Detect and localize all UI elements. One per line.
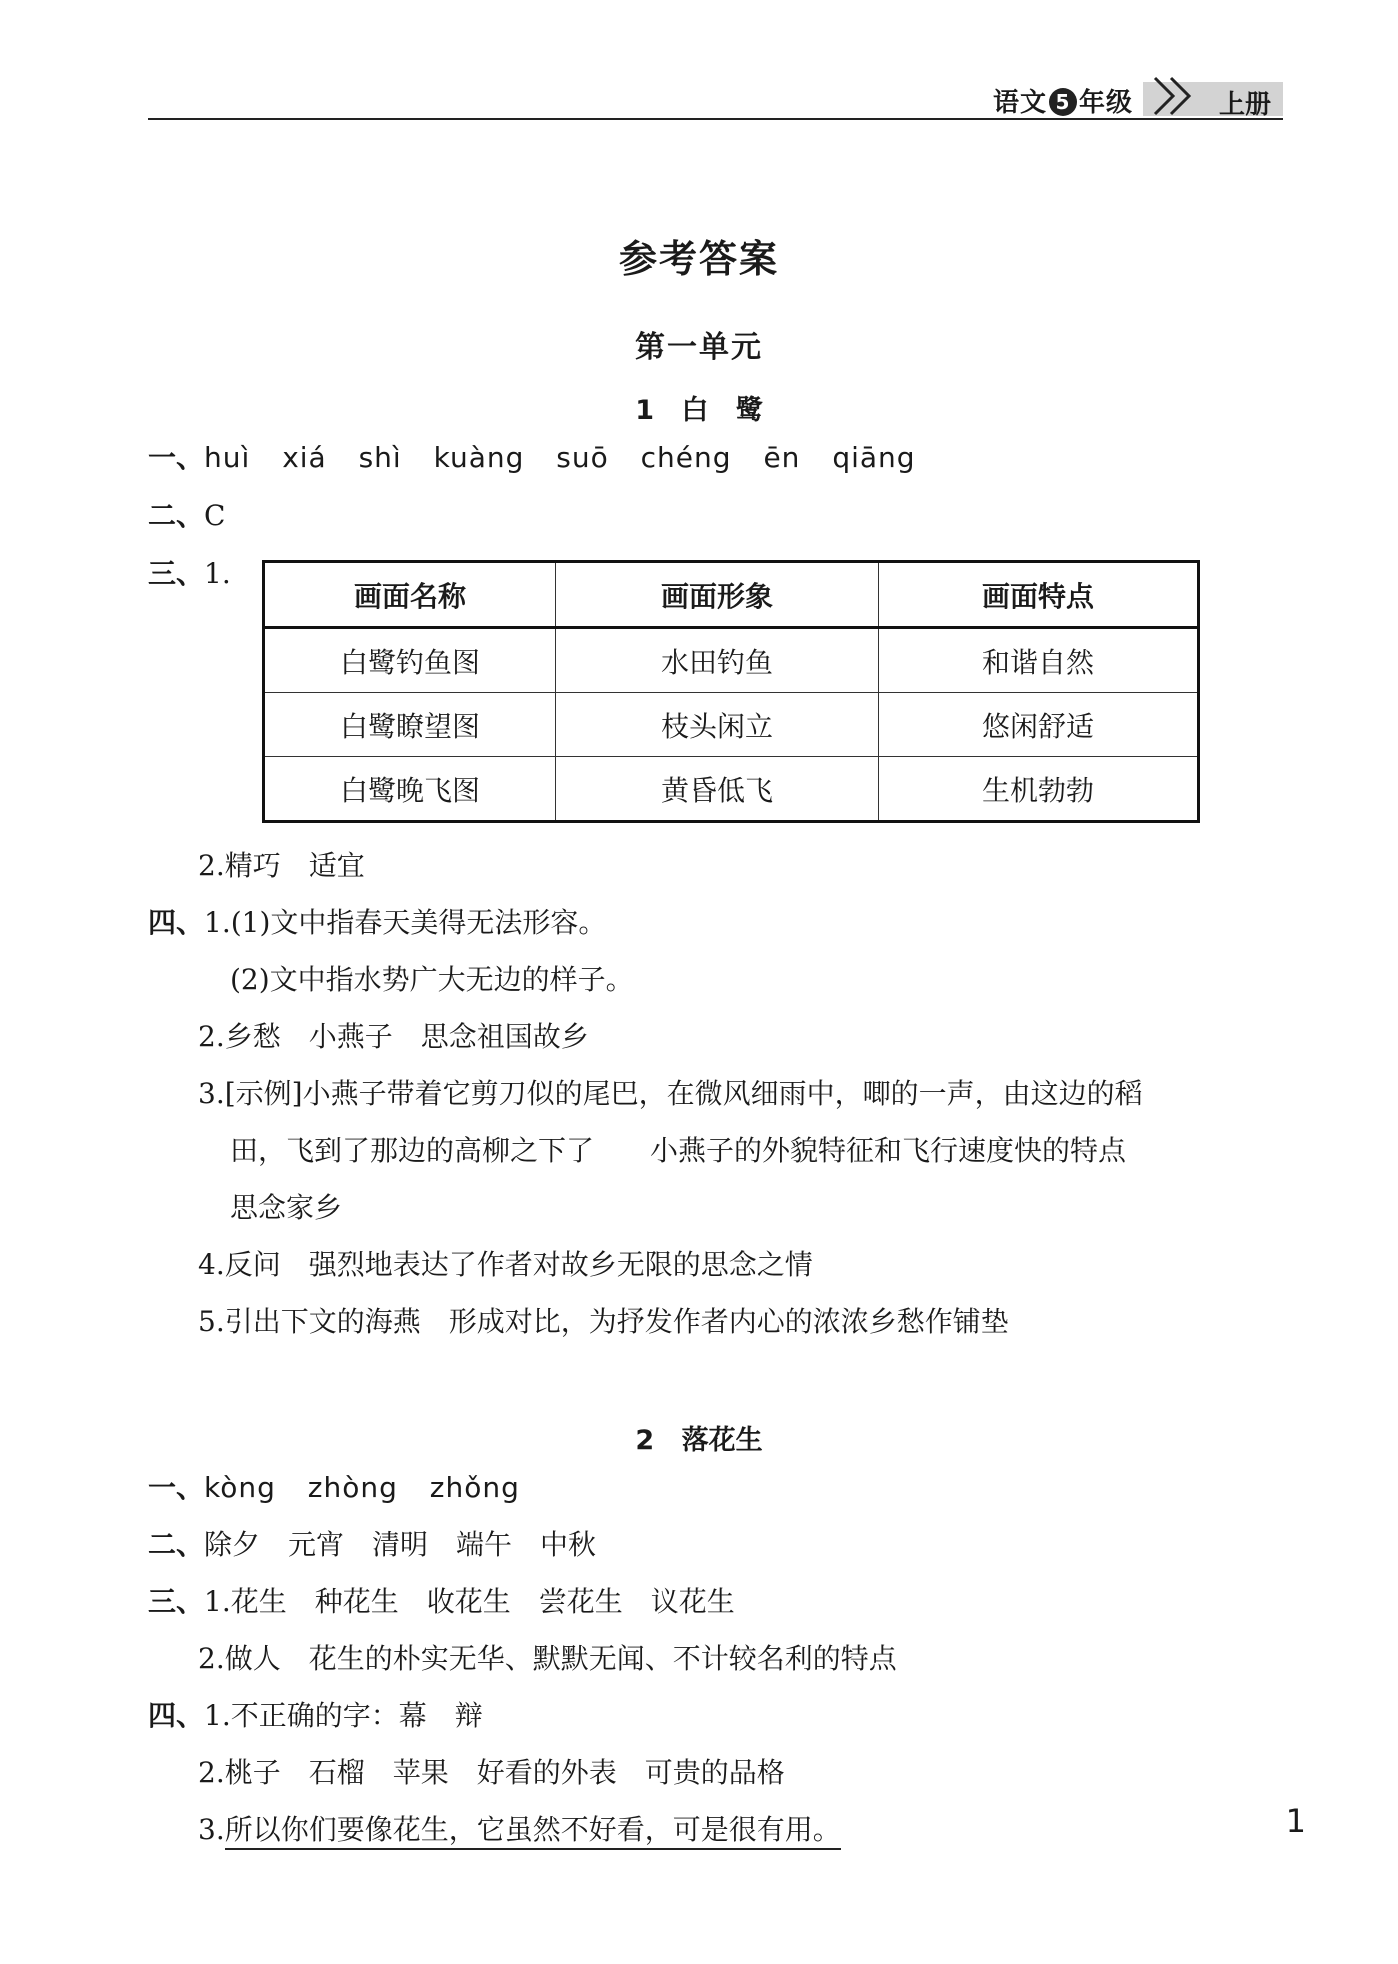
l1-q4-1a-text: 1.(1)文中指春天美得无法形容。	[204, 906, 607, 939]
l1-q4-3c: 思念家乡	[230, 1191, 343, 1224]
l1-q4-5: 5.引出下文的海燕 形成对比，为抒发作者内心的浓浓乡愁作铺垫	[198, 1305, 1009, 1338]
table-cell: 悠闲舒适	[879, 693, 1199, 757]
table-cell: 和谐自然	[879, 628, 1199, 693]
l1-q3-marker: 三、	[148, 557, 205, 590]
l1-q3-sub1: 1.	[204, 557, 231, 590]
table-row	[264, 693, 1199, 757]
l1-q2	[148, 496, 225, 536]
l1-q1-marker: 一、	[148, 441, 205, 474]
table-header-row	[264, 562, 1199, 628]
table-header-cell: 画面形象	[556, 562, 879, 628]
l2-q4-1-text: 1.不正确的字：幕 辩	[204, 1699, 483, 1732]
l1-q1-pinyin: huì xiá shì kuàng suō chéng ēn qiāng	[204, 441, 916, 474]
table-cell: 黄昏低飞	[556, 757, 879, 822]
l1-q3	[148, 554, 231, 594]
table-cell: 枝头闲立	[556, 693, 879, 757]
l2-q4-3	[198, 1810, 841, 1850]
header-grade-suffix: 年级	[1078, 88, 1133, 118]
lesson-1-title: 1 白 鹭	[635, 395, 763, 426]
l1-q4-1b: (2)文中指水势广大无边的样子。	[230, 963, 634, 996]
double-chevron-icon	[1151, 74, 1203, 120]
l2-q3-1-text: 1.花生 种花生 收花生 尝花生 议花生	[204, 1585, 735, 1618]
l1-q4-1a	[148, 903, 606, 943]
header-volume: 上册	[1218, 90, 1271, 120]
l2-q2-marker: 二、	[148, 1528, 205, 1561]
l1-q4-3a: 3.[示例]小燕子带着它剪刀似的尾巴，在微风细雨中，唧的一声，由这边的稻	[198, 1077, 1143, 1110]
l2-q4-marker: 四、	[148, 1699, 205, 1732]
lesson-2-title: 2 落花生	[635, 1425, 763, 1456]
page-title: 参考答案	[618, 237, 779, 281]
grade-number-badge: 5	[1049, 88, 1077, 116]
l1-q2-marker: 二、	[148, 499, 205, 532]
l2-q4-3-number: 3.	[198, 1813, 225, 1846]
l2-q4-3-underlined-answer: 所以你们要像花生，它虽然不好看，可是很有用。	[225, 1813, 841, 1850]
l1-q2-answer: C	[204, 499, 226, 532]
table-cell: 水田钓鱼	[556, 628, 879, 693]
l2-q1	[148, 1468, 520, 1508]
l1-q4-4: 4.反问 强烈地表达了作者对故乡无限的思念之情	[198, 1248, 813, 1281]
l1-q1	[148, 438, 916, 478]
header-subject: 语文	[992, 88, 1047, 118]
l2-q4-2: 2.桃子 石榴 苹果 好看的外表 可贵的品格	[198, 1756, 785, 1789]
page-number: 1	[1285, 1802, 1306, 1840]
header-subject-grade	[993, 82, 1133, 119]
l2-q1-pinyin: kòng zhòng zhǒng	[204, 1471, 520, 1504]
table-row	[264, 628, 1199, 693]
table-cell: 白鹭钓鱼图	[264, 628, 556, 693]
running-header	[148, 60, 1283, 120]
l2-q3-1	[148, 1582, 735, 1622]
l2-q2	[148, 1525, 596, 1565]
table-header-cell: 画面名称	[264, 562, 556, 628]
volume-tab	[1143, 82, 1283, 120]
table-row	[264, 757, 1199, 822]
table-cell: 生机勃勃	[879, 757, 1199, 822]
l2-q2-answer: 除夕 元宵 清明 端午 中秋	[204, 1528, 597, 1561]
l2-q3-2: 2.做人 花生的朴实无华、默默无闻、不计较名利的特点	[198, 1642, 897, 1675]
table-cell: 白鹭瞭望图	[264, 693, 556, 757]
l2-q1-marker: 一、	[148, 1471, 205, 1504]
l2-q3-marker: 三、	[148, 1585, 205, 1618]
table-cell: 白鹭晚飞图	[264, 757, 556, 822]
l2-q4-1	[148, 1696, 483, 1736]
l1-q3-sub2: 2.精巧 适宜	[198, 849, 365, 882]
image-feature-table	[262, 560, 1200, 823]
unit-title: 第一单元	[635, 330, 763, 365]
l1-q4-3b: 田，飞到了那边的高柳之下了 小燕子的外貌特征和飞行速度快的特点	[230, 1134, 1127, 1167]
l1-q4-2: 2.乡愁 小燕子 思念祖国故乡	[198, 1020, 589, 1053]
table-header-cell: 画面特点	[879, 562, 1199, 628]
l1-q4-marker: 四、	[148, 906, 205, 939]
